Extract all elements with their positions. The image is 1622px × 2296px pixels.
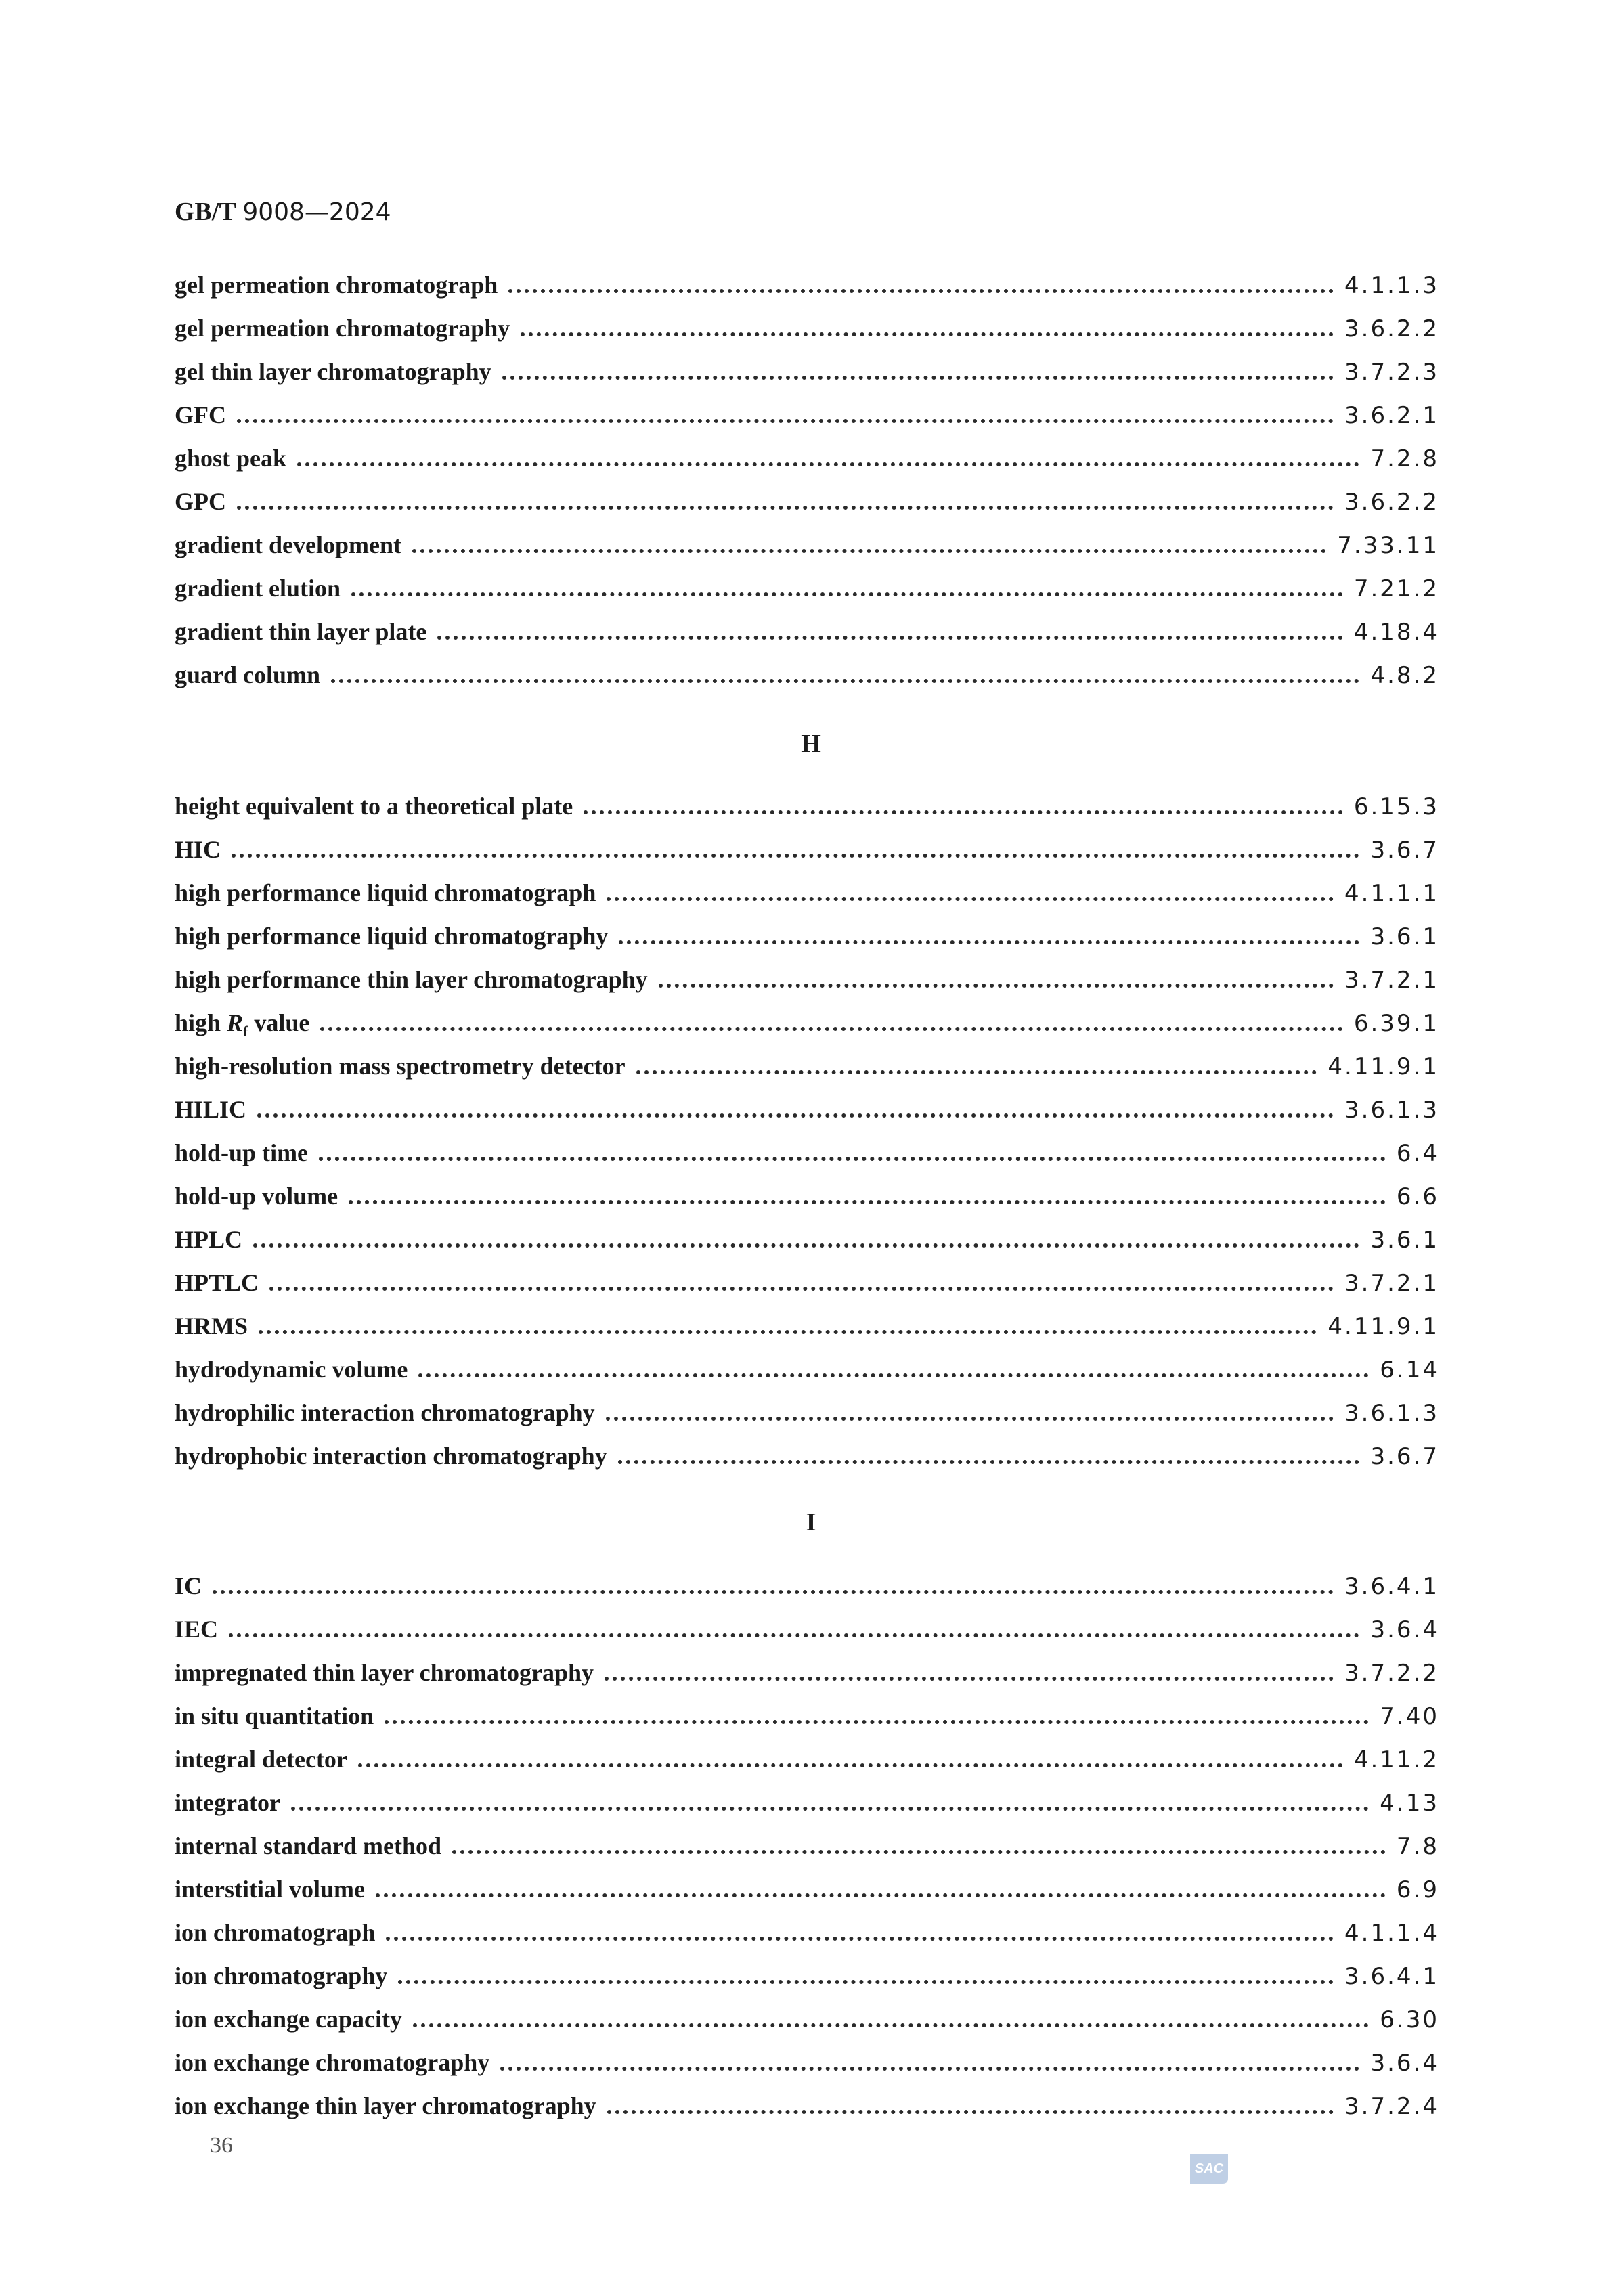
clause-reference: 3.6.4.1 [1344, 1963, 1439, 1990]
index-term: internal standard method [175, 1832, 442, 1859]
clause-reference: 6.9 [1396, 1876, 1439, 1903]
term-suffix: value [248, 1009, 310, 1036]
clause-reference: 3.7.2.4 [1344, 2093, 1439, 2120]
index-term: gradient thin layer plate [175, 618, 427, 645]
dot-leader [636, 1070, 1317, 1074]
index-term: HIC [175, 836, 221, 863]
dot-leader [358, 1763, 1343, 1767]
document-header [175, 195, 391, 229]
rf-subscript: f [243, 1023, 248, 1040]
index-entry [175, 2047, 1439, 2078]
index-term: high performance liquid chromatography [175, 923, 609, 950]
dot-leader [659, 984, 1334, 988]
index-entry [175, 313, 1439, 344]
index-entry [175, 399, 1439, 430]
dot-leader [257, 1113, 1334, 1118]
index-term: ion chromatograph [175, 1919, 376, 1946]
index-entry [175, 486, 1439, 517]
dot-leader [349, 1200, 1386, 1204]
clause-reference: 3.6.4.1 [1344, 1573, 1439, 1600]
index-entry [175, 529, 1439, 560]
index-entry [175, 877, 1439, 908]
clause-reference: 3.6.7 [1370, 1443, 1439, 1470]
dot-leader [607, 897, 1334, 901]
index-term: high performance liquid chromatograph [175, 879, 596, 906]
standard-number: 9008—2024 [242, 198, 391, 226]
clause-reference: 4.1.1.4 [1344, 1920, 1439, 1947]
index-term: IEC [175, 1616, 219, 1643]
index-term: gel permeation chromatograph [175, 271, 498, 299]
index-term: gradient development [175, 531, 401, 558]
index-term: ion chromatography [175, 1962, 388, 1989]
dot-leader [607, 2110, 1334, 2114]
index-term: GPC [175, 488, 226, 515]
index-entry [175, 2004, 1439, 2035]
index-entry [175, 1224, 1439, 1255]
clause-reference: 6.39.1 [1353, 1010, 1439, 1037]
section-letter-i: I [806, 1508, 816, 1537]
clause-reference: 7.8 [1396, 1833, 1439, 1860]
clause-reference: 3.6.1.3 [1344, 1400, 1439, 1427]
clause-reference: 3.6.4 [1370, 2050, 1439, 2077]
dot-leader [229, 1633, 1359, 1637]
index-term: hold-up volume [175, 1183, 338, 1210]
index-term: ion exchange chromatography [175, 2049, 490, 2076]
dot-leader [259, 1330, 1317, 1334]
index-entry [175, 269, 1439, 301]
index-term: height equivalent to a theoretical plate [175, 793, 573, 820]
clause-reference: 6.6 [1396, 1183, 1439, 1210]
dot-leader [386, 1937, 1334, 1941]
clause-reference: 3.6.7 [1370, 837, 1439, 864]
clause-reference: 6.14 [1380, 1356, 1439, 1384]
clause-reference: 3.6.2.2 [1344, 489, 1439, 516]
dot-leader [320, 1027, 1342, 1031]
index-term: HILIC [175, 1096, 247, 1123]
index-entry [175, 616, 1439, 647]
clause-reference: 3.6.1 [1370, 923, 1439, 950]
index-entry [175, 356, 1439, 387]
clause-reference: 3.6.2.1 [1344, 402, 1439, 429]
clause-reference: 7.33.11 [1337, 532, 1439, 559]
index-term: gel permeation chromatography [175, 315, 510, 342]
index-term: in situ quantitation [175, 1702, 374, 1729]
dot-leader [269, 1287, 1334, 1291]
dot-leader [232, 854, 1359, 858]
clause-reference: 7.2.8 [1370, 445, 1439, 472]
clause-reference: 4.8.2 [1370, 662, 1439, 689]
dot-leader [500, 2067, 1359, 2071]
clause-reference: 3.6.1.3 [1344, 1097, 1439, 1124]
clause-reference: 3.7.2.3 [1344, 359, 1439, 386]
index-entry [175, 1657, 1439, 1688]
index-entry [175, 834, 1439, 865]
page-number: 36 [210, 2133, 233, 2158]
index-term: high-resolution mass spectrometry detector [175, 1053, 626, 1080]
clause-reference: 6.4 [1396, 1140, 1439, 1167]
index-term: ghost peak [175, 445, 287, 472]
section-letter-h: H [801, 730, 821, 758]
index-entry [175, 443, 1439, 474]
index-entry [175, 1051, 1439, 1082]
index-term: hold-up time [175, 1139, 309, 1166]
dot-leader [351, 592, 1343, 596]
index-entry [175, 659, 1439, 690]
dot-leader [398, 1980, 1334, 1984]
index-entry [175, 573, 1439, 604]
index-entry [175, 1397, 1439, 1428]
index-entry [175, 1354, 1439, 1385]
dot-leader [291, 1807, 1369, 1811]
index-entry [175, 1137, 1439, 1168]
index-term: GFC [175, 401, 226, 428]
index-entry [175, 2090, 1439, 2121]
index-term: integrator [175, 1789, 280, 1816]
dot-leader [213, 1590, 1334, 1594]
index-entry [175, 1614, 1439, 1645]
clause-reference: 3.7.2.1 [1344, 967, 1439, 994]
index-entry [175, 964, 1439, 995]
index-term: hydrophilic interaction chromatography [175, 1399, 595, 1426]
clause-reference: 6.15.3 [1353, 793, 1439, 820]
term-prefix: high [175, 1009, 227, 1036]
index-entry [175, 1874, 1439, 1905]
index-term: integral detector [175, 1746, 347, 1773]
index-term: interstitial volume [175, 1876, 365, 1903]
index-entry [175, 1787, 1439, 1818]
index-entry [175, 1267, 1439, 1298]
index-term: HRMS [175, 1312, 248, 1340]
clause-reference: 4.11.9.1 [1328, 1053, 1439, 1080]
dot-leader [376, 1893, 1386, 1897]
index-term: IC [175, 1572, 202, 1599]
index-entry [175, 791, 1439, 822]
index-term: high performance thin layer chromatography [175, 966, 648, 993]
index-term: HPLC [175, 1226, 243, 1253]
clause-reference: 4.11.2 [1353, 1746, 1439, 1773]
index-entry [175, 1700, 1439, 1731]
clause-reference: 4.13 [1380, 1790, 1439, 1817]
index-entry [175, 1094, 1439, 1125]
index-entry [175, 1440, 1439, 1472]
clause-reference: 4.11.9.1 [1328, 1313, 1439, 1340]
dot-leader [413, 2023, 1369, 2027]
index-entry [175, 1744, 1439, 1775]
dot-leader [297, 462, 1359, 466]
index-term: hydrodynamic volume [175, 1356, 408, 1383]
index-term: guard column [175, 661, 321, 688]
sac-logo-text: SAC [1194, 2161, 1224, 2176]
dot-leader [508, 289, 1334, 293]
index-entry [175, 1960, 1439, 1991]
dot-leader [452, 1850, 1386, 1854]
clause-reference: 4.18.4 [1353, 619, 1439, 646]
index-entry [175, 1570, 1439, 1602]
index-entry [175, 1180, 1439, 1212]
index-term: gel thin layer chromatography [175, 358, 491, 385]
index-entry [175, 1917, 1439, 1948]
dot-leader [418, 1373, 1369, 1377]
dot-leader [502, 376, 1334, 380]
rf-symbol: R [227, 1009, 244, 1036]
clause-reference: 3.7.2.1 [1344, 1270, 1439, 1297]
dot-leader [319, 1157, 1386, 1161]
index-term: hydrophobic interaction chromatography [175, 1442, 607, 1470]
dot-leader [521, 332, 1334, 336]
standard-prefix: GB/T [175, 198, 236, 226]
clause-reference: 7.21.2 [1353, 575, 1439, 602]
dot-leader [606, 1417, 1334, 1421]
dot-leader [412, 549, 1326, 553]
index-term: impregnated thin layer chromatography [175, 1659, 594, 1686]
dot-leader [605, 1677, 1334, 1681]
clause-reference: 3.6.2.2 [1344, 315, 1439, 343]
index-term: ion exchange capacity [175, 2006, 402, 2033]
index-entry [175, 1830, 1439, 1861]
clause-reference: 6.30 [1380, 2006, 1439, 2033]
dot-leader [237, 506, 1334, 510]
dot-leader [437, 636, 1343, 640]
clause-reference: 4.1.1.1 [1344, 880, 1439, 907]
dot-leader [385, 1720, 1369, 1724]
index-term: ion exchange thin layer chromatography [175, 2092, 596, 2119]
dot-leader [584, 810, 1343, 814]
clause-reference: 3.6.1 [1370, 1227, 1439, 1254]
index-entry [175, 1007, 1439, 1038]
index-term: gradient elution [175, 575, 341, 602]
clause-reference: 7.40 [1380, 1703, 1439, 1730]
clause-reference: 4.1.1.3 [1344, 272, 1439, 299]
dot-leader [331, 679, 1359, 683]
dot-leader [618, 1460, 1360, 1464]
index-entry [175, 921, 1439, 952]
dot-leader [237, 419, 1334, 423]
dot-leader [253, 1243, 1359, 1248]
sac-logo-icon [1187, 2150, 1231, 2188]
clause-reference: 3.6.4 [1370, 1616, 1439, 1643]
dot-leader [619, 940, 1359, 944]
index-term: HPTLC [175, 1269, 259, 1296]
index-entry [175, 1310, 1439, 1342]
clause-reference: 3.7.2.2 [1344, 1660, 1439, 1687]
index-term-rf [175, 1007, 320, 1047]
